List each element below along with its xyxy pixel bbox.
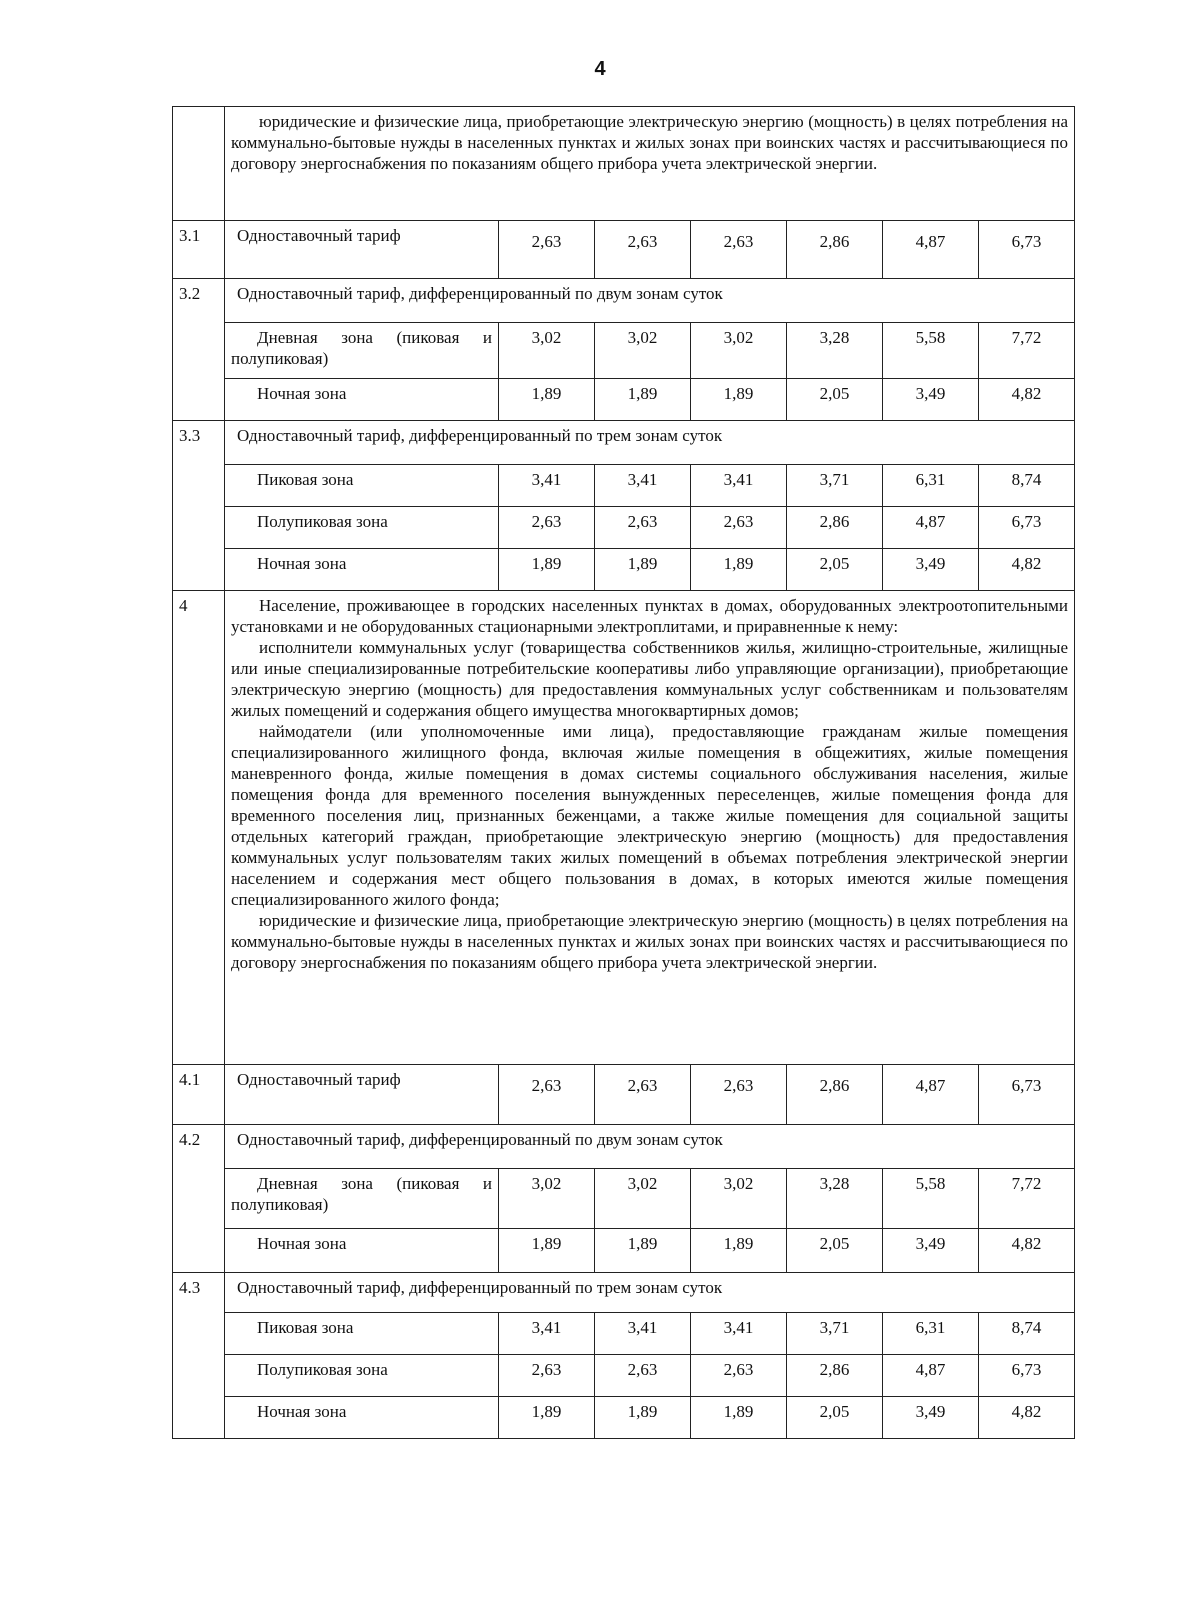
value-cell: 2,63 — [595, 507, 691, 549]
row-label: Дневная зона (пиковая и полупиковая) — [225, 323, 499, 379]
row-label: Дневная зона (пиковая и полупиковая) — [225, 1169, 499, 1229]
paragraph: наймодатели (или уполномоченные ими лица), предоставляющие гражданам жилые помещения специализированного жилищного фонда, включая жилые помещения в общежитиях, жилые помещения маневренного фонда, жилые помещения в домах системы социального обслуживания населения, жилые помещения фонда для временного поселения вынужденных переселенцев, жилые помещения фонда для временного поселения лиц, признанных беженцами, а также жилые помещения для социальной защиты отдельных категорий граждан, приобретающие электрическую энергию (мощность) для предоставления коммунальных услуг пользователям таких жилых помещений в объемах потребления электрической энергии населением и содержания мест общего пользования в домах, в которых имеются жилые помещения специализированного жилого фонда; — [231, 722, 1069, 909]
value-cell: 1,89 — [691, 1229, 787, 1273]
tariff-row-3-2-title — [173, 279, 1075, 323]
value-cell: 1,89 — [691, 379, 787, 421]
value-cell: 3,02 — [499, 323, 595, 379]
tariff-row-3-2-day — [173, 323, 1075, 379]
page-number: 4 — [594, 58, 606, 80]
tariff-row-3-3-title — [173, 421, 1075, 465]
value-cell: 1,89 — [595, 379, 691, 421]
row-label: Ночная зона — [225, 1397, 499, 1439]
tariff-row-4-3-night — [173, 1397, 1075, 1439]
value-cell: 3,41 — [595, 1313, 691, 1355]
value-cell: 2,63 — [595, 1065, 691, 1125]
value-cell: 3,02 — [499, 1169, 595, 1229]
row-number: 3.2 — [173, 279, 225, 421]
value-cell: 1,89 — [499, 1229, 595, 1273]
value-cell: 2,63 — [595, 1355, 691, 1397]
row-number: 4 — [173, 591, 225, 1065]
tariff-row-4-2-night — [173, 1229, 1075, 1273]
value-cell: 2,86 — [787, 507, 883, 549]
value-cell: 1,89 — [595, 1229, 691, 1273]
value-cell: 6,73 — [979, 1355, 1075, 1397]
row-number: 4.1 — [173, 1065, 225, 1125]
value-cell: 2,63 — [691, 507, 787, 549]
row-label: Полупиковая зона — [225, 507, 499, 549]
row-label: Пиковая зона — [225, 1313, 499, 1355]
value-cell: 3,49 — [883, 1397, 979, 1439]
paragraph: Население, проживающее в городских населенных пунктах в домах, оборудованных электроотопительными установками и не оборудованных стационарными электроплитами, и приравненные к нему: — [231, 596, 1069, 636]
value-cell: 2,05 — [787, 1229, 883, 1273]
value-cell: 3,41 — [499, 465, 595, 507]
value-cell: 1,89 — [499, 1397, 595, 1439]
value-cell: 1,89 — [691, 1397, 787, 1439]
value-cell: 3,41 — [691, 465, 787, 507]
value-cell: 5,58 — [883, 1169, 979, 1229]
tariff-row-3-3-peak — [173, 465, 1075, 507]
value-cell: 2,86 — [787, 221, 883, 279]
tariff-row-3-1 — [173, 221, 1075, 279]
value-cell: 6,73 — [979, 1065, 1075, 1125]
value-cell: 2,63 — [499, 507, 595, 549]
value-cell: 3,41 — [691, 1313, 787, 1355]
tariff-row-4-2-day — [173, 1169, 1075, 1229]
value-cell: 2,05 — [787, 379, 883, 421]
row-label: Ночная зона — [225, 379, 499, 421]
value-cell: 3,71 — [787, 1313, 883, 1355]
paragraph: юридические и физические лица, приобретающие электрическую энергию (мощность) в целях потребления на коммунально-бытовые нужды в населенных пунктах и жилых зонах при воинских частях и рассчитывающиеся по договору энергоснабжения по показаниям общего прибора учета электрической энергии. — [231, 112, 1069, 173]
value-cell: 7,72 — [979, 323, 1075, 379]
row-label: Пиковая зона — [225, 465, 499, 507]
value-cell: 3,02 — [691, 323, 787, 379]
value-cell: 3,02 — [595, 1169, 691, 1229]
value-cell: 1,89 — [499, 549, 595, 591]
value-cell: 6,73 — [979, 221, 1075, 279]
row-title: Одноставочный тариф, дифференцированный по трем зонам суток — [225, 421, 1075, 465]
value-cell: 3,49 — [883, 549, 979, 591]
value-cell: 2,63 — [499, 1065, 595, 1125]
value-cell: 4,87 — [883, 507, 979, 549]
value-cell: 4,82 — [979, 549, 1075, 591]
value-cell: 3,28 — [787, 323, 883, 379]
value-cell: 2,63 — [691, 1065, 787, 1125]
value-cell: 3,41 — [595, 465, 691, 507]
value-cell: 3,49 — [883, 1229, 979, 1273]
row-title: Одноставочный тариф, дифференцированный по двум зонам суток — [225, 1125, 1075, 1169]
value-cell: 3,02 — [691, 1169, 787, 1229]
row-number: 4.2 — [173, 1125, 225, 1273]
tariff-row-3-3-night — [173, 549, 1075, 591]
value-cell: 4,87 — [883, 1065, 979, 1125]
value-cell: 1,89 — [595, 1397, 691, 1439]
section-description — [225, 107, 1075, 221]
value-cell: 5,58 — [883, 323, 979, 379]
tariff-row-4-3-peak — [173, 1313, 1075, 1355]
paragraph: юридические и физические лица, приобретающие электрическую энергию (мощность) в целях потребления на коммунально-бытовые нужды в населенных пунктах и жилых зонах при воинских частях и рассчитывающиеся по договору энергоснабжения по показаниям общего прибора учета электрической энергии. — [231, 911, 1069, 972]
section4-intro-row — [173, 591, 1075, 1065]
row-label: Одноставочный тариф — [225, 1065, 499, 1125]
value-cell: 2,63 — [595, 221, 691, 279]
row-number: 4.3 — [173, 1273, 225, 1439]
row-number: 3.1 — [173, 221, 225, 279]
value-cell: 2,63 — [499, 1355, 595, 1397]
value-cell: 4,82 — [979, 379, 1075, 421]
tariff-row-3-3-semipeak — [173, 507, 1075, 549]
section3-intro-row — [173, 107, 1075, 221]
value-cell: 6,73 — [979, 507, 1075, 549]
row-label: Одноставочный тариф — [225, 221, 499, 279]
tariff-row-4-1 — [173, 1065, 1075, 1125]
value-cell: 4,87 — [883, 221, 979, 279]
value-cell: 2,05 — [787, 1397, 883, 1439]
value-cell: 4,82 — [979, 1229, 1075, 1273]
value-cell: 2,86 — [787, 1065, 883, 1125]
value-cell: 2,63 — [691, 1355, 787, 1397]
row-label: Ночная зона — [225, 549, 499, 591]
tariff-row-4-3-semipeak — [173, 1355, 1075, 1397]
tariff-table — [172, 106, 1075, 1439]
row-title: Одноставочный тариф, дифференцированный по двум зонам суток — [225, 279, 1075, 323]
value-cell: 4,87 — [883, 1355, 979, 1397]
value-cell: 1,89 — [595, 549, 691, 591]
value-cell: 3,49 — [883, 379, 979, 421]
value-cell: 2,86 — [787, 1355, 883, 1397]
row-number: 3.3 — [173, 421, 225, 591]
value-cell: 1,89 — [499, 379, 595, 421]
row-label: Полупиковая зона — [225, 1355, 499, 1397]
value-cell: 3,28 — [787, 1169, 883, 1229]
tariff-row-4-3-title — [173, 1273, 1075, 1313]
value-cell: 3,02 — [595, 323, 691, 379]
row-number-cell — [173, 107, 225, 221]
value-cell: 6,31 — [883, 1313, 979, 1355]
value-cell: 8,74 — [979, 465, 1075, 507]
paragraph: исполнители коммунальных услуг (товарищества собственников жилья, жилищно-строительные, жилищные или иные специализированные потребительские кооперативы либо управляющие организации), приобретающие электрическую энергию (мощность) для предоставления коммунальных услуг собственникам и пользователям жилых помещений и содержания общего имущества многоквартирных домов; — [231, 638, 1069, 720]
tariff-row-3-2-night — [173, 379, 1075, 421]
value-cell: 2,63 — [691, 221, 787, 279]
value-cell: 7,72 — [979, 1169, 1075, 1229]
value-cell: 3,71 — [787, 465, 883, 507]
value-cell: 8,74 — [979, 1313, 1075, 1355]
tariff-row-4-2-title — [173, 1125, 1075, 1169]
row-title: Одноставочный тариф, дифференцированный по трем зонам суток — [225, 1273, 1075, 1313]
value-cell: 2,63 — [499, 221, 595, 279]
value-cell: 1,89 — [691, 549, 787, 591]
value-cell: 3,41 — [499, 1313, 595, 1355]
value-cell: 2,05 — [787, 549, 883, 591]
row-label: Ночная зона — [225, 1229, 499, 1273]
value-cell: 6,31 — [883, 465, 979, 507]
value-cell: 4,82 — [979, 1397, 1075, 1439]
section-description — [225, 591, 1075, 1065]
